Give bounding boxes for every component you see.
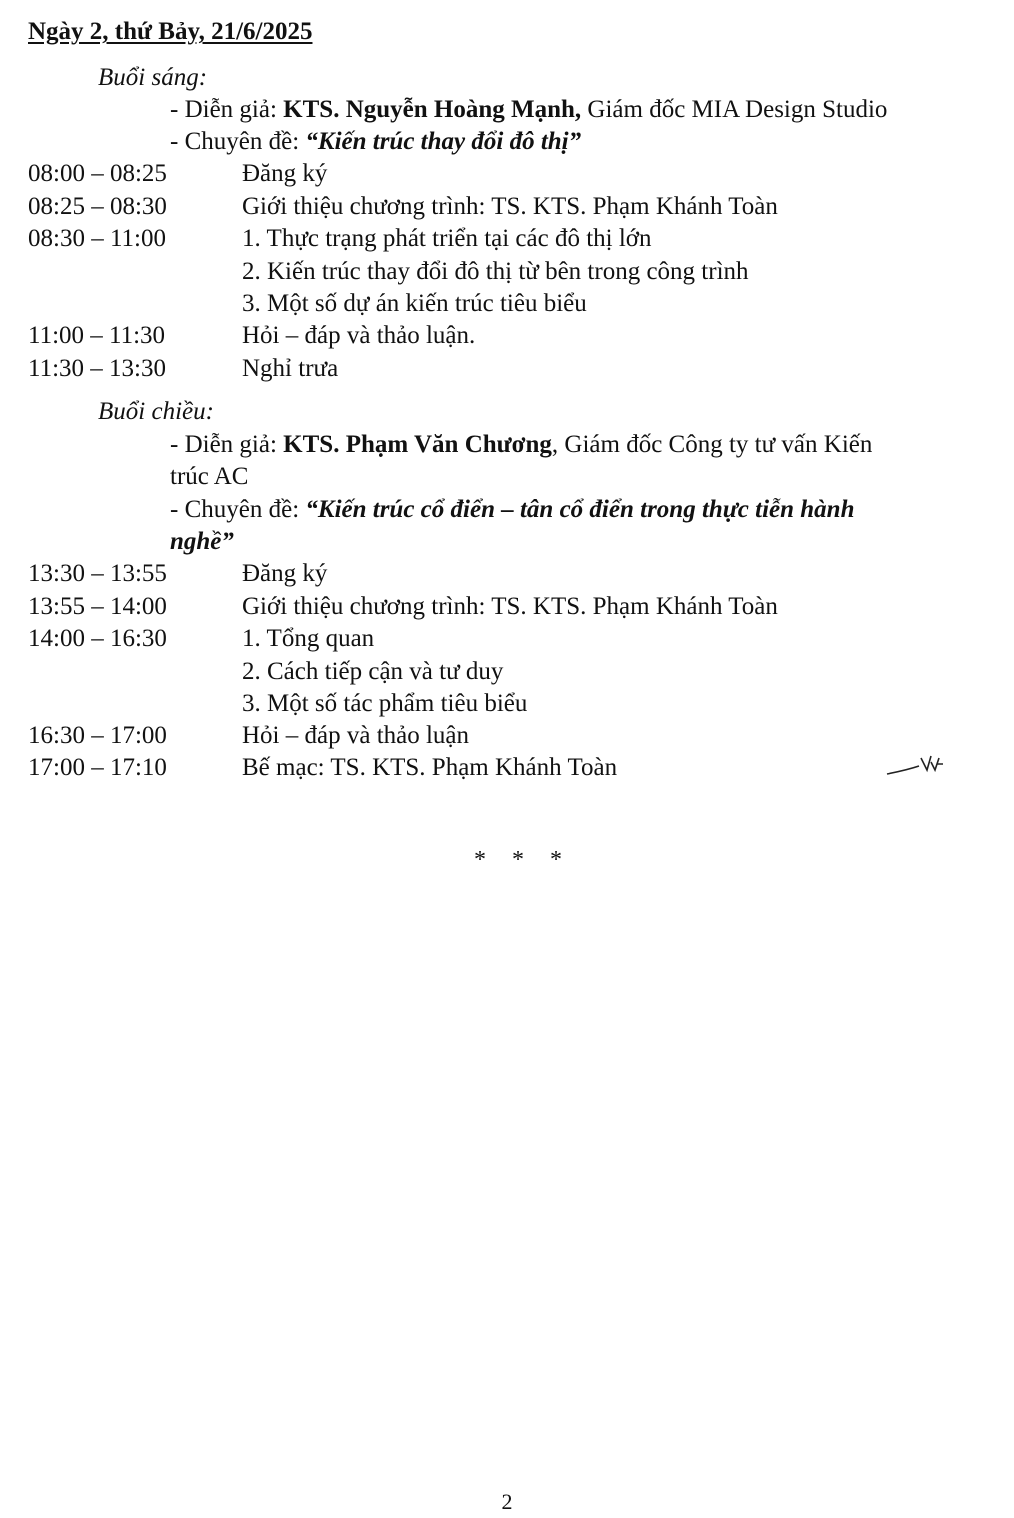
handwritten-initials-mark: [885, 752, 947, 780]
section-separator: * * *: [474, 847, 572, 873]
schedule-time: 08:30 – 11:00: [28, 225, 166, 252]
afternoon-speaker-line-cont: trúc AC: [170, 463, 249, 490]
schedule-activity: 1. Tổng quan: [242, 625, 375, 652]
schedule-time: 11:00 – 11:30: [28, 322, 166, 349]
schedule-activity: 2. Kiến trúc thay đổi đô thị từ bên trong công trình: [242, 258, 749, 285]
schedule-activity: Hỏi – đáp và thảo luận.: [242, 322, 476, 349]
schedule-activity: 2. Cách tiếp cận và tư duy: [242, 658, 504, 685]
speaker-role: Giám đốc MIA Design Studio: [581, 96, 888, 123]
afternoon-speaker-line: [170, 429, 872, 461]
schedule-time: 13:30 – 13:55: [28, 560, 167, 587]
schedule-activity: Đăng ký: [242, 160, 328, 187]
speaker-role: , Giám đốc Công ty tư vấn Kiến: [551, 431, 873, 458]
schedule-activity: Hỏi – đáp và thảo luận: [242, 722, 470, 749]
speaker-prefix: - Diễn giả:: [170, 96, 284, 123]
schedule-activity: 3. Một số tác phẩm tiêu biểu: [242, 690, 528, 717]
speaker-name: KTS. Nguyễn Hoàng Mạnh,: [283, 96, 582, 123]
speaker-prefix: - Diễn giả:: [170, 431, 284, 458]
schedule-time: 08:25 – 08:30: [28, 193, 167, 220]
morning-speaker-line: [170, 94, 887, 126]
schedule-activity: Giới thiệu chương trình: TS. KTS. Phạm Khánh Toàn: [242, 193, 778, 220]
schedule-activity: Bế mạc: TS. KTS. Phạm Khánh Toàn: [242, 754, 618, 781]
schedule-activity: 3. Một số dự án kiến trúc tiêu biểu: [242, 290, 587, 317]
schedule-activity: Đăng ký: [242, 560, 328, 587]
schedule-activity: 1. Thực trạng phát triển tại các đô thị lớn: [242, 225, 652, 252]
schedule-time: 16:30 – 17:00: [28, 722, 167, 749]
schedule-time: 11:30 – 13:30: [28, 355, 166, 382]
afternoon-topic-line-cont: nghề”: [170, 528, 234, 555]
morning-session-label: Buổi sáng:: [98, 64, 208, 91]
topic-title: “Kiến trúc cổ điển – tân cổ điển trong thực tiễn hành: [305, 496, 855, 523]
schedule-time: 14:00 – 16:30: [28, 625, 167, 652]
page-number: 2: [501, 1489, 513, 1514]
topic-title: “Kiến trúc thay đổi đô thị”: [305, 128, 582, 155]
schedule-time: 13:55 – 14:00: [28, 593, 167, 620]
schedule-activity: Giới thiệu chương trình: TS. KTS. Phạm Khánh Toàn: [242, 593, 778, 620]
morning-topic-line: [170, 126, 581, 158]
schedule-time: 08:00 – 08:25: [28, 160, 167, 187]
day-title: Ngày 2, thứ Bảy, 21/6/2025: [28, 18, 313, 45]
topic-prefix: - Chuyên đề:: [170, 128, 306, 155]
speaker-name: KTS. Phạm Văn Chương: [283, 431, 552, 458]
afternoon-topic-line: [170, 494, 854, 526]
schedule-time: 17:00 – 17:10: [28, 754, 167, 781]
topic-prefix: - Chuyên đề:: [170, 496, 306, 523]
afternoon-session-label: Buổi chiều:: [98, 398, 214, 425]
schedule-activity: Nghỉ trưa: [242, 355, 339, 382]
